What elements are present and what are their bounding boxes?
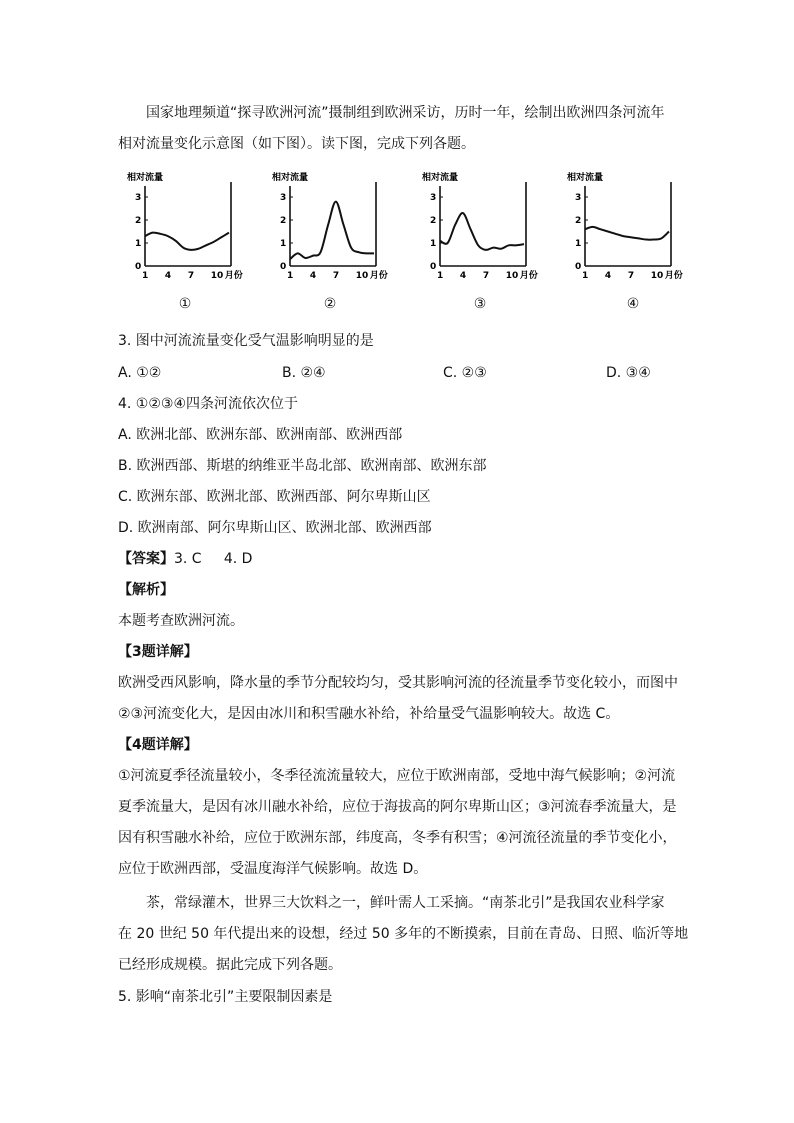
x-tick-label: 4 [459,271,467,281]
x-tick-label: 1 [582,271,589,281]
x-tick-label: 7 [187,271,195,281]
x-axis-label: 月份 [369,271,388,281]
detail3-line-2: ②③河流变化大，是因由冰川和积雪融水补给，补给量受气温影响较大。故选 C。 [118,706,620,722]
flow-series-line [585,227,669,240]
x-tick-label: 1 [287,271,294,281]
y-tick-label: 3 [575,193,582,203]
y-tick-label: 2 [280,216,287,226]
x-tick-label: 7 [332,271,340,281]
detail4-line-3: 因有积雪融水补给，应位于欧洲东部，纬度高，冬季有积雪；④河流径流量的季节变化小， [118,830,677,846]
flow-series-line [145,233,229,250]
q4-stem: 4. ①②③④四条河流依次位于 [118,396,299,412]
tea-line-3: 已经形成规模。据此完成下列各题。 [118,957,342,973]
analysis-tag: 【解析】 [118,582,174,598]
y-tick-label: 1 [575,239,582,249]
chart-2-label: ② [323,296,337,312]
y-tick-label: 0 [280,262,287,272]
detail3-line-1: 欧洲受西风影响，降水量的季节分配较均匀，受其影响河流的径流量季节变化较小，而图中 [118,675,678,691]
answer-line [118,549,252,569]
y-tick-label: 2 [430,216,437,226]
chart-3-label: ③ [473,296,487,312]
intro-line-1: 国家地理频道“探寻欧洲河流”摄制组到欧洲采访，历时一年，绘制出欧洲四条河流年 [146,105,665,121]
x-tick-label: 10 [355,271,369,281]
y-tick-label: 1 [135,239,142,249]
q3-stem: 3. 图中河流流量变化受气温影响明显的是 [118,333,374,349]
y-axis-label: 相对流量 [127,173,164,183]
x-tick-label: 7 [482,271,490,281]
detail3-tag: 【3题详解】 [118,644,198,660]
analysis-text: 本题考查欧洲河流。 [118,613,244,629]
x-tick-label: 10 [650,271,664,281]
detail4-line-4: 应位于欧洲西部，受温度海洋气候影响。故选 D。 [118,861,428,877]
river-chart-4 [565,168,695,318]
tea-line-1: 茶，常绿灌木，世界三大饮料之一，鲜叶需人工采摘。“南茶北引”是我国农业科学家 [146,895,665,911]
x-tick-label: 4 [309,271,317,281]
river-flow-charts [125,168,685,318]
tea-line-2: 在 20 世纪 50 年代提出来的设想，经过 50 多年的不断摸索，目前在青岛、日照、临沂等地 [118,926,689,942]
q4-option-a: A. 欧洲北部、欧洲东部、欧洲南部、欧洲西部 [118,427,403,443]
x-tick-label: 10 [505,271,519,281]
x-axis-label: 月份 [519,271,538,281]
chart-1-svg [125,168,255,288]
y-tick-label: 2 [135,216,142,226]
river-chart-1 [125,168,255,318]
q3-option-c: C. ②③ [443,365,487,381]
y-axis-label: 相对流量 [567,173,604,183]
y-axis-label: 相对流量 [272,173,309,183]
y-tick-label: 2 [575,216,582,226]
q3-option-a: A. ①② [118,365,162,381]
y-axis-label: 相对流量 [422,173,459,183]
chart-2-svg [270,168,400,288]
y-tick-label: 1 [430,239,437,249]
y-tick-label: 0 [430,262,437,272]
y-tick-label: 0 [575,262,582,272]
y-tick-label: 3 [430,193,437,203]
x-tick-label: 4 [604,271,612,281]
q4-option-b: B. 欧洲西部、斯堪的纳维亚半岛北部、欧洲南部、欧洲东部 [118,458,487,474]
q5-stem: 5. 影响“南茶北引”主要限制因素是 [118,989,333,1005]
river-chart-2 [270,168,400,318]
chart-3-svg [420,168,550,288]
q4-option-d: D. 欧洲南部、阿尔卑斯山区、欧洲北部、欧洲西部 [118,520,432,536]
x-tick-label: 10 [210,271,224,281]
detail4-line-1: ①河流夏季径流量较小，冬季径流流量较大，应位于欧洲南部，受地中海气候影响；②河流 [118,768,676,784]
q3-option-b: B. ②④ [282,365,326,381]
x-tick-label: 4 [164,271,172,281]
q4-option-c: C. 欧洲东部、欧洲北部、欧洲西部、阿尔卑斯山区 [118,489,431,505]
detail4-tag: 【4题详解】 [118,737,198,753]
chart-4-label: ④ [626,296,640,312]
flow-series-line [440,213,524,250]
x-axis-label: 月份 [664,271,683,281]
y-tick-label: 3 [135,193,142,203]
chart-1-label: ① [178,296,192,312]
y-tick-label: 1 [280,239,287,249]
x-tick-label: 1 [142,271,149,281]
x-tick-label: 7 [627,271,635,281]
q3-option-d: D. ③④ [606,365,651,381]
river-chart-3 [420,168,550,318]
x-tick-label: 1 [437,271,444,281]
chart-4-svg [565,168,695,288]
flow-series-line [290,202,374,260]
x-axis-label: 月份 [224,271,243,281]
intro-line-2: 相对流量变化示意图（如下图）。读下图，完成下列各题。 [118,136,475,152]
y-tick-label: 0 [135,262,142,272]
detail4-line-2: 夏季流量大，是因有冰川融水补给，应位于海拔高的阿尔卑斯山区；③河流春季流量大，是 [118,799,677,815]
answer-tag: 【答案】 [118,551,174,567]
y-tick-label: 3 [280,193,287,203]
answer-text: 3. C 4. D [174,551,253,567]
